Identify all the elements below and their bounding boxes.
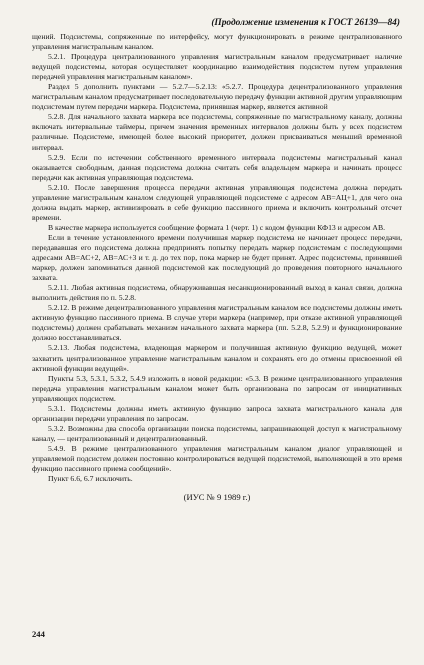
- body-text: [32, 32, 402, 484]
- page-number: 244: [32, 629, 45, 639]
- paragraph: 5.2.11. Любая активная подсистема, обнаруживавшая несанкционированный выход в канал связи, должна выполнить действия по п. 5.2.8.: [32, 283, 402, 303]
- page-header: (Продолжение изменения к ГОСТ 26139—84): [211, 18, 400, 28]
- paragraph: Если в течение установленного времени получившая маркер подсистема не начинает процесс передачи, передававшая его подсистема должна предпринять попытку передать маркер подсистемам с последующими адресами АВ=АС+2, АВ=АС+3 и т. д. до тех пор, пока маркер не будет принят. Адрес подсистемы, принявшей маркер, должен запоминаться данной подсистемой как последующий до проведения повторного начального захвата.: [32, 232, 402, 283]
- paragraph: 5.2.1. Процедура централизованного управления магистральным каналом предусматривает наличие ведущей подсистемы, которая осуществляет координацию взаимодействия подсистем путем управления передачей управления магистральным каналом».: [32, 52, 402, 82]
- paragraph: 5.2.10. После завершения процесса передачи активная управляющая подсистема должна передать управление магистральным каналом следующей управляющей подсистеме с адресом АВ=АЦ+1, для чего она должна выдать маркер, активизировать в себе функцию пассивного приема и включить контрольный отсчет времени.: [32, 182, 402, 222]
- paragraph: Пункты 5.3, 5.3.1, 5.3.2, 5.4.9 изложить в новой редакции: «5.3. В режиме централизованного управления передача управления магистральным каналом может быть организована по запросам от инициативных управляющих подсистем.: [32, 373, 402, 403]
- paragraph: Раздел 5 дополнить пунктами — 5.2.7—5.2.13: «5.2.7. Процедура децентрализованного управления магистральным каналом предусматривает последовательную передачу функции активной другим управляющим подсистемам путем передачи маркера. Подсистема, принявшая маркер, является активной: [32, 82, 402, 112]
- paragraph: 5.4.9. В режиме централизованного управления магистральным каналом диалог управляющей и управляемой подсистем должен постоянно контролироваться ведущей подсистемой, выполняющей в это время функцию пассивного приема сообщений».: [32, 443, 402, 474]
- paragraph: 5.2.8. Для начального захвата маркера все подсистемы, сопряженные по магистральному каналу, должны включать интервальные таймеры, причем значения временных интервалов должны быть у всех подсистем различные. Подсистеме, имеющей более высокий приоритет, должен присваиваться меньший временной интервал.: [32, 112, 402, 152]
- paragraph: щений. Подсистемы, сопряженные по интерфейсу, могут функционировать в режиме централизованного управления магистральным каналом.: [32, 32, 402, 52]
- paragraph: 5.3.1. Подсистемы должны иметь активную функцию запроса захвата магистрального канала для организации передачи управления по запросам.: [32, 403, 402, 423]
- paragraph: 5.2.13. Любая подсистема, владеющая маркером и получившая активную функцию ведущей, может захватить централизованное управление магистральным каналом и сохранять его до отмены присвоенной ей активной функции ведущей».: [32, 343, 402, 373]
- paragraph: 5.3.2. Возможны два способа организации поиска подсистемы, запрашивающей доступ к магистральному каналу, — централизованный и децентрализованный.: [32, 423, 402, 443]
- paragraph: Пункт 6.6, 6.7 исключить.: [48, 474, 133, 484]
- paragraph: В качестве маркера используется сообщение формата 1 (черт. 1) с кодом функции КФ13 и адресом АВ.: [48, 222, 385, 232]
- paragraph: 5.2.9. Если по истечении собственного временного интервала подсистемы магистральный канал оказывается свободным, данная подсистема должна считать себя владельцем маркера и начинать процесс передачи как активная управляющая подсистема.: [32, 152, 402, 182]
- paragraph: 5.2.12. В режиме децентрализованного управления магистральным каналом все подсистемы должны иметь активную функцию пассивного приема. В случае утери маркера (например, при отказе активной управляющей подсистемы) должен срабатывать механизм начального захвата маркера (пп. 5.2.8, 5.2.9) и функционирование должно восстанавливаться.: [32, 303, 402, 343]
- source-note: (ИУС № 9 1989 г.): [183, 492, 251, 503]
